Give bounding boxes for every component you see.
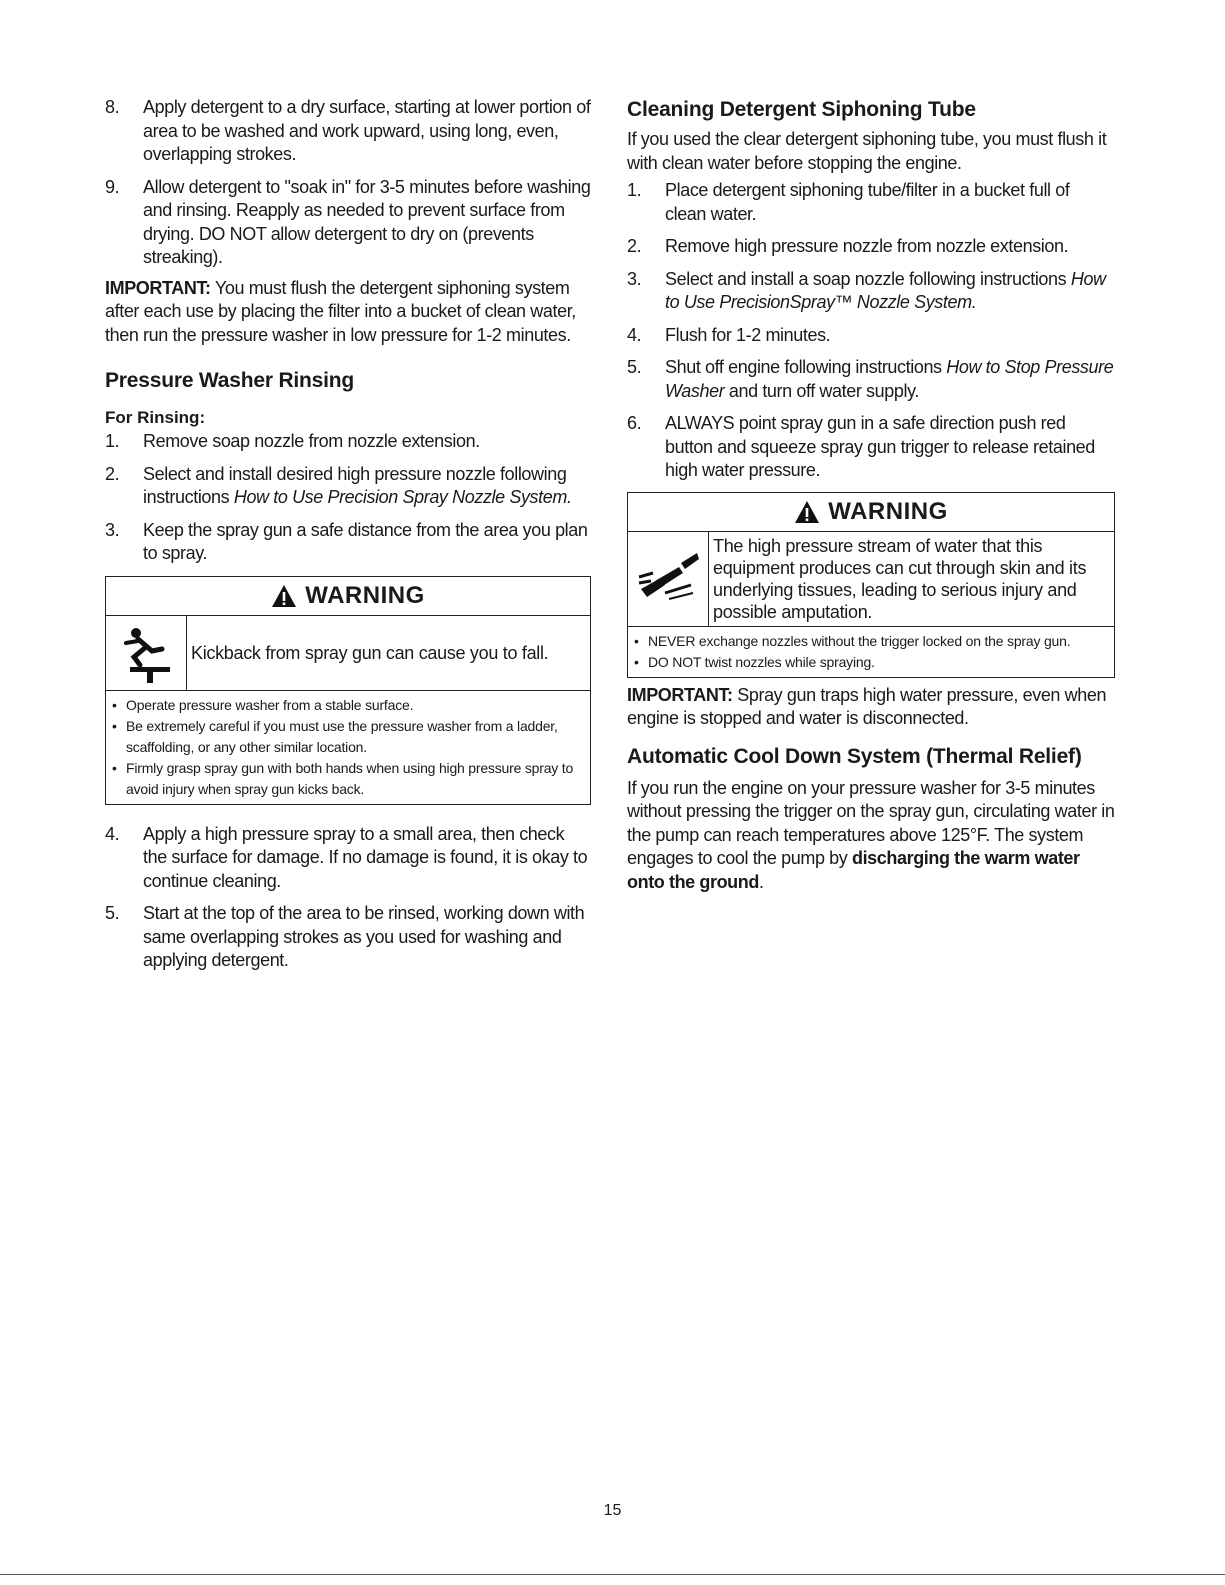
list-item: 2. Remove high pressure nozzle from nozzle extension. xyxy=(627,236,1069,256)
list-item: • Be extremely careful if you must use the pressure washer from a ladder, scaffolding, or any other similar location. xyxy=(112,716,584,758)
list-item: 1. Remove soap nozzle from nozzle extension. xyxy=(105,431,480,451)
list-item: 9. Allow detergent to "soak in" for 3-5 minutes before washing and rinsing. Reapply as needed to prevent surface from drying. DO NOT allow detergent to dry on (prevents streaking). xyxy=(105,176,591,267)
list-item: 5. Start at the top of the area to be rinsed, working down with same overlapping strokes as you used for washing and applying detergent. xyxy=(105,903,585,970)
list-item: • Operate pressure washer from a stable surface. xyxy=(112,695,584,716)
warning-bullets xyxy=(106,691,590,804)
warning-box-kickback xyxy=(105,576,591,805)
tube-steps xyxy=(627,179,1115,483)
warning-message: Kickback from spray gun can cause you to fall. xyxy=(191,642,549,663)
warning-body xyxy=(106,616,590,691)
section-heading-cool-down: Automatic Cool Down System (Thermal Relief) xyxy=(627,744,1082,768)
injection-hazard-icon xyxy=(628,532,709,626)
page-bottom-rule xyxy=(0,1574,1225,1575)
warning-header xyxy=(106,577,590,616)
list-item: 5. Shut off engine following instructions How to Stop Pressure Washer and turn off water supply. xyxy=(627,357,1114,401)
tube-intro: If you used the clear detergent siphoning tube, you must flush it with clean water before stopping the engine. xyxy=(627,129,1107,173)
list-item: • DO NOT twist nozzles while spraying. xyxy=(634,652,1108,673)
list-item: 4. Flush for 1-2 minutes. xyxy=(627,324,831,345)
warning-title: WARNING xyxy=(305,581,425,609)
cool-down-text: If you run the engine on your pressure washer for 3-5 minutes without pressing the trigger on the spray gun, circulating water in the pump can reach temperatures above 125°F. The system engages to cool the pump by discharging the warm water onto the ground. xyxy=(627,777,1115,892)
section-heading-rinsing: Pressure Washer Rinsing xyxy=(105,369,355,392)
section-heading-tube: Cleaning Detergent Siphoning Tube xyxy=(627,98,976,121)
page-number: 15 xyxy=(603,1502,622,1519)
wash-steps xyxy=(105,96,591,270)
list-item: 1. Place detergent siphoning tube/filter in a bucket full of clean water. xyxy=(627,180,1070,224)
warning-title: WARNING xyxy=(828,497,948,525)
warning-triangle-icon xyxy=(271,584,297,608)
important-note: IMPORTANT: Spray gun traps high water pressure, even when engine is stopped and water is disconnected. xyxy=(627,684,1107,728)
rinse-steps-continued xyxy=(105,823,591,973)
list-item: 6. ALWAYS point spray gun in a safe direction push red button and squeeze spray gun trigger to release retained high water pressure. xyxy=(627,413,1095,480)
list-item: 3. Select and install a soap nozzle following instructions How to Use PrecisionSpray™ Nozzle System. xyxy=(627,268,1106,312)
sub-heading-for-rinsing: For Rinsing: xyxy=(105,408,206,427)
important-note: IMPORTANT: You must flush the detergent siphoning system after each use by placing the filter into a bucket of clean water, then run the pressure washer in low pressure for 1-2 minutes. xyxy=(105,277,576,345)
left-column xyxy=(105,96,591,982)
warning-bullets xyxy=(628,627,1114,677)
list-item: • NEVER exchange nozzles without the trigger locked on the spray gun. xyxy=(634,631,1108,652)
list-item: 8. Apply detergent to a dry surface, starting at lower portion of area to be washed and work upward, using long, even, overlapping strokes. xyxy=(105,97,591,164)
list-item: 2. Select and install desired high pressure nozzle following instructions How to Use Precision Spray Nozzle System. xyxy=(105,463,572,507)
list-item: 4. Apply a high pressure spray to a small area, then check the surface for damage. If no damage is found, it is okay to continue cleaning. xyxy=(105,823,588,891)
warning-header xyxy=(628,493,1114,532)
fall-hazard-icon xyxy=(106,616,187,690)
list-item: • Firmly grasp spray gun with both hands when using high pressure spray to avoid injury when spray gun kicks back. xyxy=(112,758,584,800)
rinse-steps xyxy=(105,430,591,566)
warning-box-injection xyxy=(627,492,1115,678)
warning-triangle-icon xyxy=(794,500,820,524)
list-item: 3. Keep the spray gun a safe distance from the area you plan to spray. xyxy=(105,519,588,563)
warning-body xyxy=(628,532,1114,627)
warning-message: The high pressure stream of water that this equipment produces can cut through skin and its underlying tissues, leading to serious injury and possible amputation. xyxy=(713,535,1087,622)
right-column xyxy=(627,96,1115,898)
